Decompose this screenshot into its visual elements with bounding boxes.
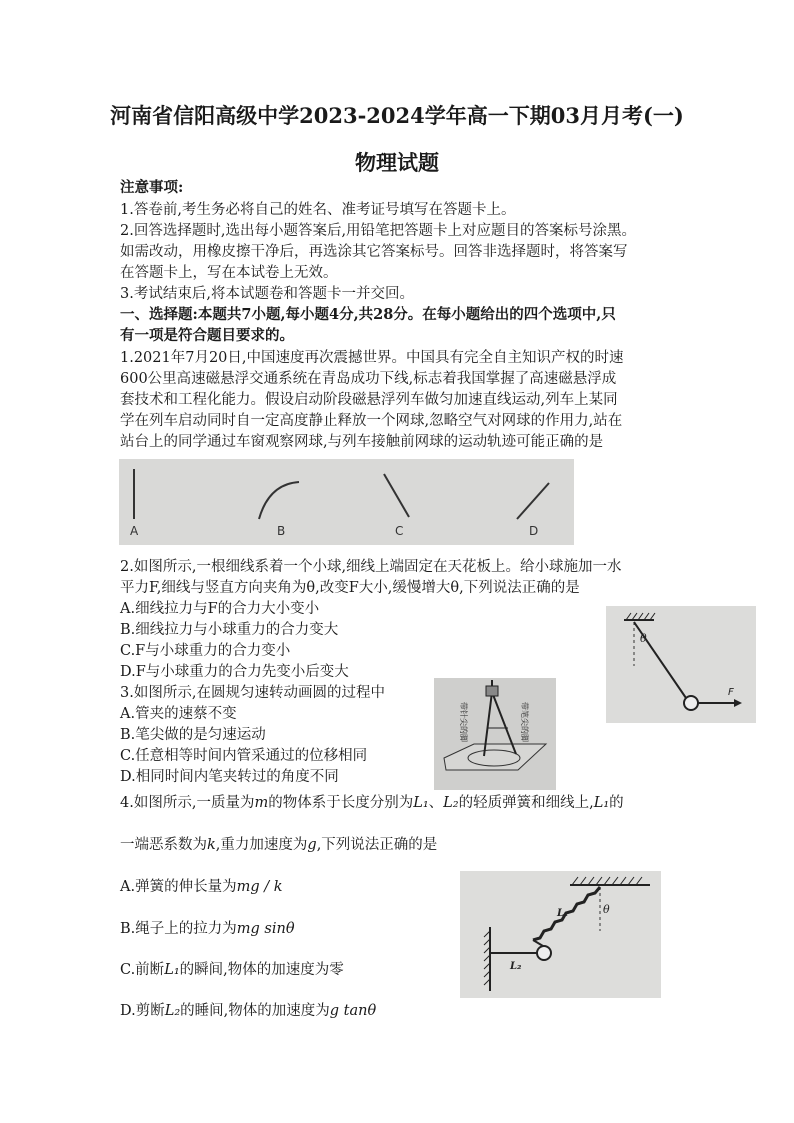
page-subtitle: 物理试题 (355, 150, 439, 175)
q1-fig-label-d: D (529, 524, 539, 538)
q4-option-d-formula: g tanθ (329, 1003, 377, 1019)
q4-option-d-var: L₂ (164, 1003, 181, 1019)
q4-var-m: m (254, 795, 269, 811)
q3-compass-figure (434, 678, 556, 790)
q4-option-d-text2: 的睡间,物体的加速度为 (180, 1003, 330, 1019)
q4-var-k: k (207, 837, 216, 853)
q1-fig-label-b: B (277, 524, 286, 538)
q4-text-a: 4.如图所示,一质量为 (120, 795, 255, 811)
q4-option-c-var: L₁ (164, 962, 180, 978)
page-title: 河南省信阳高级中学2023-2024学年高一下期03月月考(一) (110, 103, 684, 128)
q4-fig-l1: L₁ (557, 908, 569, 919)
q4-option-a-formula: mg / k (236, 879, 283, 895)
q4-text-e: 一端恶系数为 (120, 837, 207, 853)
section-heading-cont: 有一项是符合题目要求的。 (120, 327, 294, 344)
q4-var-l1: L₁ (413, 795, 429, 811)
q1-line-1: 1.2021年7月20日,中国速度再次震撼世界。中国具有完全自主知识产权的时速 (120, 350, 624, 366)
q4-text-sep: 、 (428, 795, 444, 811)
q4-text-c: 的轻质弹簧和细线上, (458, 795, 594, 811)
notice-item-2-cont2: 在答题卡上，写在本试卷上无效。 (120, 265, 338, 281)
q4-option-c-text2: 的瞬间,物体的加速度为零 (179, 962, 344, 978)
q4-option-b-formula: mg sinθ (236, 921, 295, 937)
notice-item-2: 2.回答选择题时,选出每小题答案后,用铅笔把答题卡上对应题目的答案标号涂黑。 (120, 223, 637, 239)
q1-fig-label-a: A (130, 524, 139, 538)
q4-var-l1-b: L₁ (593, 795, 610, 811)
q2-line-1: 2.如图所示,一根细线系着一个小球,细线上端固定在天花板上。给小球施加一水 (120, 559, 622, 575)
q2-option-b: B.细线拉力与小球重力的合力变大 (120, 622, 339, 638)
q1-line-4: 学在列车启动同时自一定高度静止释放一个网球,忽略空气对网球的作用力,站在 (120, 413, 623, 429)
q2-line-2: 平力F,细线与竖直方向夹角为θ,改变F大小,缓慢增大θ,下列说法正确的是 (120, 580, 580, 596)
q4-var-g: g (307, 837, 317, 853)
q2-option-c: C.F与小球重力的合力变小 (120, 643, 291, 659)
q4-option-d-text: D.剪断 (120, 1003, 165, 1019)
q3-option-c: C.任意相等时间内管采通过的位移相同 (120, 748, 368, 764)
q4-option-b (120, 919, 295, 939)
q3-stem: 3.如图所示,在圆规匀速转动画圆的过程中 (120, 685, 385, 701)
q3-fig-label-left: 带针尖的脚 (459, 702, 468, 742)
q2-fig-theta: θ (640, 632, 647, 645)
q4-option-d (120, 1001, 376, 1021)
section-heading: 一、选择题:本题共7小题,每小题4分,共28分。在每小题给出的四个选项中,只 (120, 306, 616, 323)
q4-text-d: 的 (609, 795, 624, 811)
q4-text-b: 的物体系于长度分别为 (268, 795, 414, 811)
q3-option-b: B.笔尖做的是匀速运动 (120, 727, 266, 743)
notice-item-2-cont: 如需改动，用橡皮擦干净后，再选涂其它答案标号。回答非选择题时，将答案写 (120, 244, 628, 260)
q4-text-g: ,下列说法正确的是 (316, 837, 438, 853)
q1-trajectory-figure (119, 459, 574, 545)
q1-line-5: 站台上的同学通过车窗观察网球,与列车接触前网球的运动轨迹可能正确的是 (120, 434, 604, 450)
q2-fig-force: F (728, 687, 734, 698)
q4-spring-figure (460, 871, 661, 998)
q1-fig-label-c: C (395, 524, 404, 538)
q1-line-3: 套技术和工程化能力。假设启动阶段磁悬浮列车做匀加速直线运动,列车上某同 (120, 392, 618, 408)
q4-option-c (120, 960, 344, 980)
notice-item-1: 1.答卷前,考生务必将自己的姓名、准考证号填写在答题卡上。 (120, 202, 516, 218)
q4-line-2 (120, 835, 437, 855)
q2-option-d: D.F与小球重力的合力先变小后变大 (120, 664, 349, 680)
notice-item-3: 3.考试结束后,将本试题卷和答题卡一并交回。 (120, 286, 414, 302)
q4-line-1 (120, 793, 624, 813)
q4-option-b-text: B.绳子上的拉力为 (120, 921, 237, 937)
q1-line-2: 600公里高速磁悬浮交通系统在青岛成功下线,标志着我国掌握了高速磁悬浮成 (120, 371, 617, 387)
q4-text-f: ,重力加速度为 (215, 837, 308, 853)
notice-heading: 注意事项: (120, 179, 184, 196)
q4-option-a (120, 877, 283, 897)
q3-fig-label-right: 带笔尖的脚 (520, 702, 529, 742)
q4-fig-l2: L₂ (510, 961, 522, 972)
q2-pendulum-figure (606, 606, 756, 723)
q3-option-d: D.相同时间内笔夹转过的角度不同 (120, 769, 339, 785)
q4-fig-theta: θ (603, 903, 610, 916)
q4-option-a-text: A.弹簧的伸长量为 (120, 879, 237, 895)
q4-var-l2: L₂ (443, 795, 459, 811)
q4-option-c-text: C.前断 (120, 962, 165, 978)
q2-option-a: A.细线拉力与F的合力大小变小 (120, 601, 320, 617)
q3-option-a: A.管夹的速蔡不变 (120, 706, 237, 722)
